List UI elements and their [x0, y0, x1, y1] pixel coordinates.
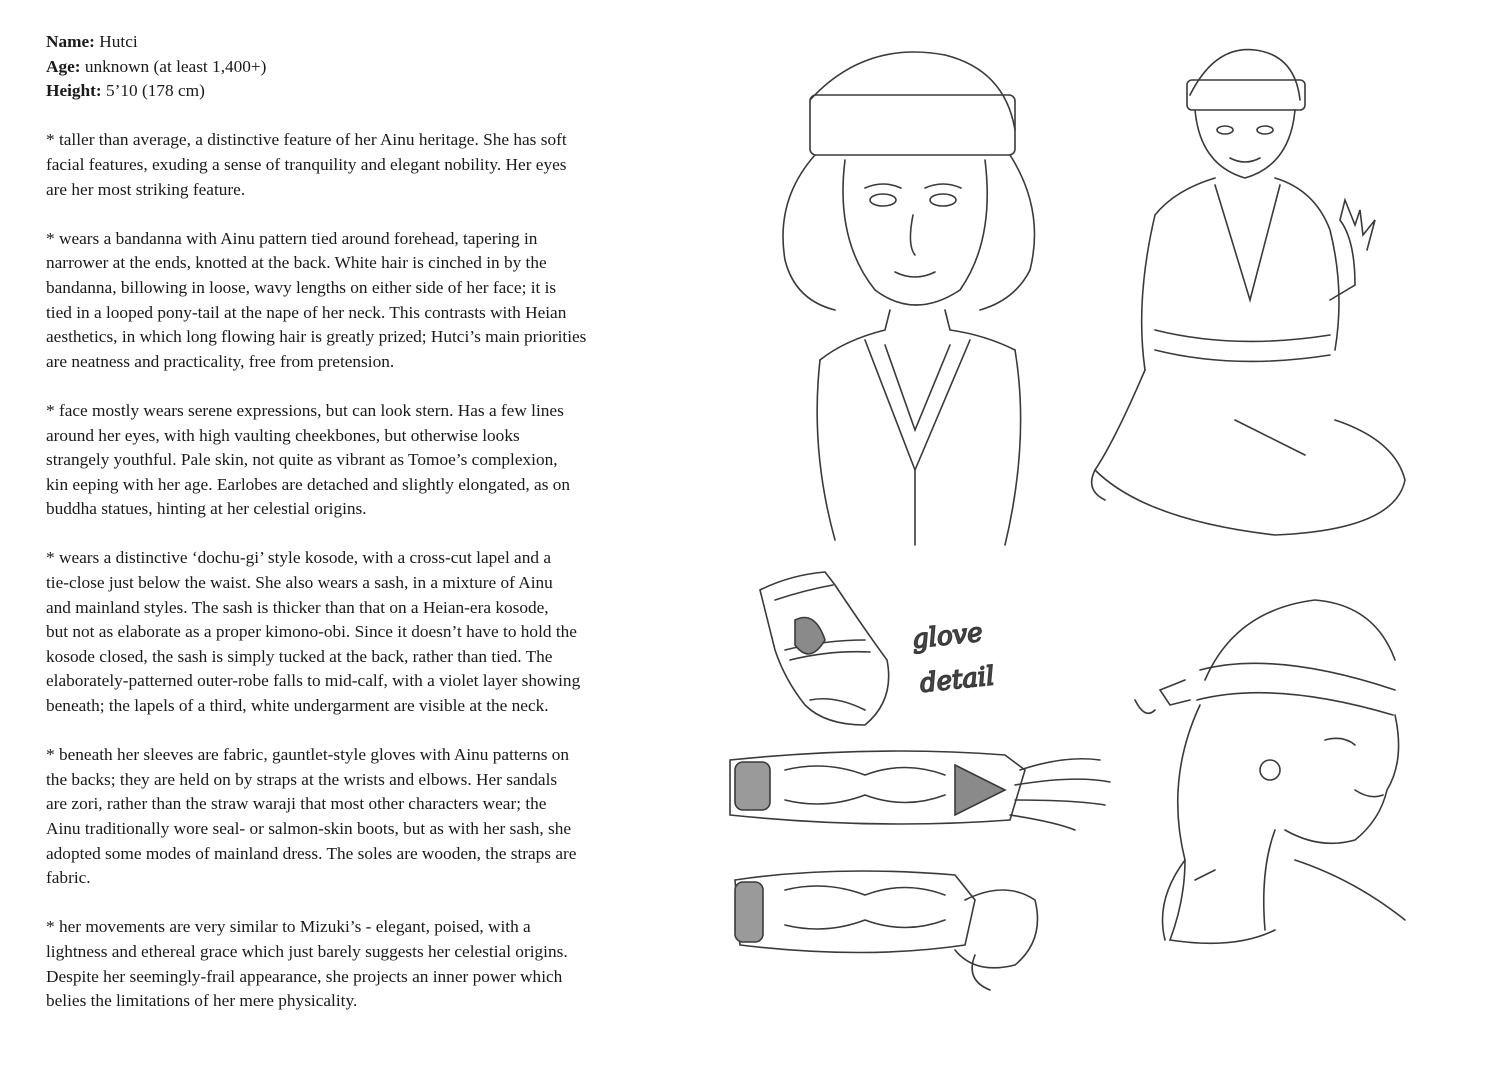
portrait-profile-sketch: [1135, 600, 1405, 943]
character-stats: [46, 30, 686, 104]
height-label: Height:: [46, 81, 102, 101]
glove-detail-sketch: [760, 572, 889, 725]
height-line: [46, 79, 686, 104]
paragraph-bandanna: * wears a bandanna with Ainu pattern tied around forehead, tapering in narrower at the ends, knotted at the back. White hair is cinched in by the bandanna, billowing in loose, wavy lengths on either side of her face; it is tied in a looped pony-tail at the nape of her neck. This contrasts with Heian aesthetics, in which long flowing hair is greatly prized; Hutci’s main priorities are neatness and practicality, free from pretension.: [46, 228, 587, 371]
height-value: 5’10 (178 cm): [106, 81, 205, 101]
age-label: Age:: [46, 56, 81, 76]
age-line: [46, 55, 686, 80]
name-value: Hutci: [99, 32, 138, 51]
age-value: unknown (at least 1,400+): [84, 56, 267, 76]
paragraph-kosode: * wears a distinctive ‘dochu-gi’ style kosode, with a cross-cut lapel and a tie-close just below the waist. She also wears a sash, in a mixture of Ainu and mainland styles. The sash is thicker than that on a Heian-era kosode, but not as elaborate as a proper kimono-obi. Since it doesn’t have to hold the kosode closed, the sash is simply tucked at the back, rather than tied. The elaborately-patterned outer-robe falls to mid-calf, with a violet layer showing beneath; the lapels of a third, white undergarment are visible at the neck.: [46, 548, 581, 716]
sketch-area: [715, 0, 1500, 1061]
paragraph-face: * face mostly wears serene expressions, but can look stern. Has a few lines around her eyes, with high vaulting cheekbones, but otherwise looks strangely youthful. Pale skin, not quite as vibrant as Tomoe’s complexion, kin eeping with her age. Earlobes are detached and slightly elongated, as on buddha statues, hinting at her celestial origins.: [46, 400, 571, 519]
glove-note-line2: detail: [918, 661, 996, 699]
paragraph-build: * taller than average, a distinctive feature of her Ainu heritage. She has soft facial features, exuding a sense of tranquility and elegant nobility. Her eyes are her most striking feature.: [46, 130, 567, 199]
portrait-front-sketch: [783, 52, 1035, 545]
paragraph-gloves: * beneath her sleeves are fabric, gauntlet-style gloves with Ainu patterns on the backs; they are held on by straps at the wrists and elbows. Her sandals are zori, rather than the straw waraji that most other characters wear; the Ainu traditionally wore seal- or salmon-skin boots, but as with her sash, she adopted some modes of mainland dress. The soles are wooden, the straps are fabric.: [46, 745, 577, 888]
gauntlet-sketch-lower: [735, 871, 1038, 990]
character-description: [46, 30, 686, 1014]
paragraph-movements: * her movements are very similar to Mizuki’s - elegant, poised, with a lightness and ethereal grace which just barely suggests her celestial origins. Despite her seemingly-frail appearance, she projects an inner power which belies the limitations of her mere physicality.: [46, 917, 568, 1011]
sketch-canvas: [715, 0, 1500, 1061]
name-label: Name:: [46, 32, 95, 51]
gauntlet-sketch-upper: [730, 751, 1110, 830]
glove-note-line1: glove: [910, 617, 985, 655]
kneeling-figure-sketch: [1092, 50, 1405, 535]
name-line: [46, 30, 686, 55]
